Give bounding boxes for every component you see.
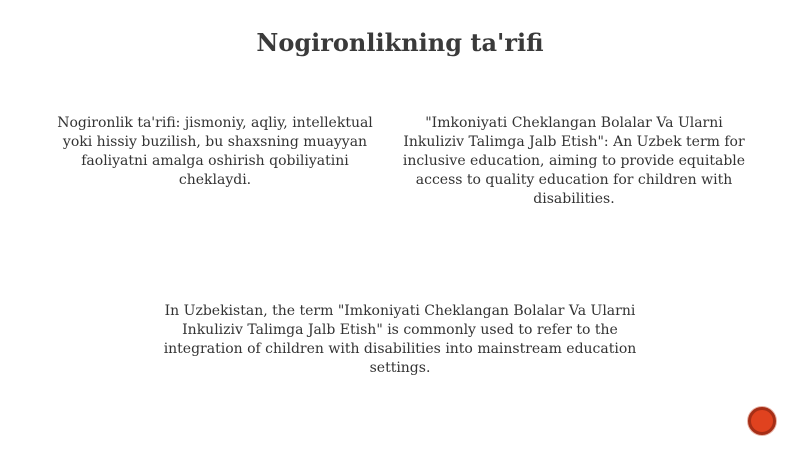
slide-nav-button[interactable] bbox=[748, 407, 776, 435]
slide-title: Nogironlikning ta'rifi bbox=[256, 28, 544, 57]
definition-text-uz: Nogironlik ta'rifi: jismoniy, aqliy, intellektual yoki hissiy buzilish, bu shaxsning muayyan faoliyatni amalga oshirish qobiliyatini cheklaydi. bbox=[57, 115, 373, 188]
context-text: In Uzbekistan, the term "Imkoniyati Cheklangan Bolalar Va Ularni Inkuliziv Talimga Jalb Etish" is commonly used to refer to the integration of children with disabilities into mainstream education settings. bbox=[163, 303, 637, 376]
definition-text-en: "Imkoniyati Cheklangan Bolalar Va Ularni Inkuliziv Talimga Jalb Etish": An Uzbek term for inclusive education, aiming to provide equitable access to quality education for children with disabilities. bbox=[402, 115, 746, 207]
